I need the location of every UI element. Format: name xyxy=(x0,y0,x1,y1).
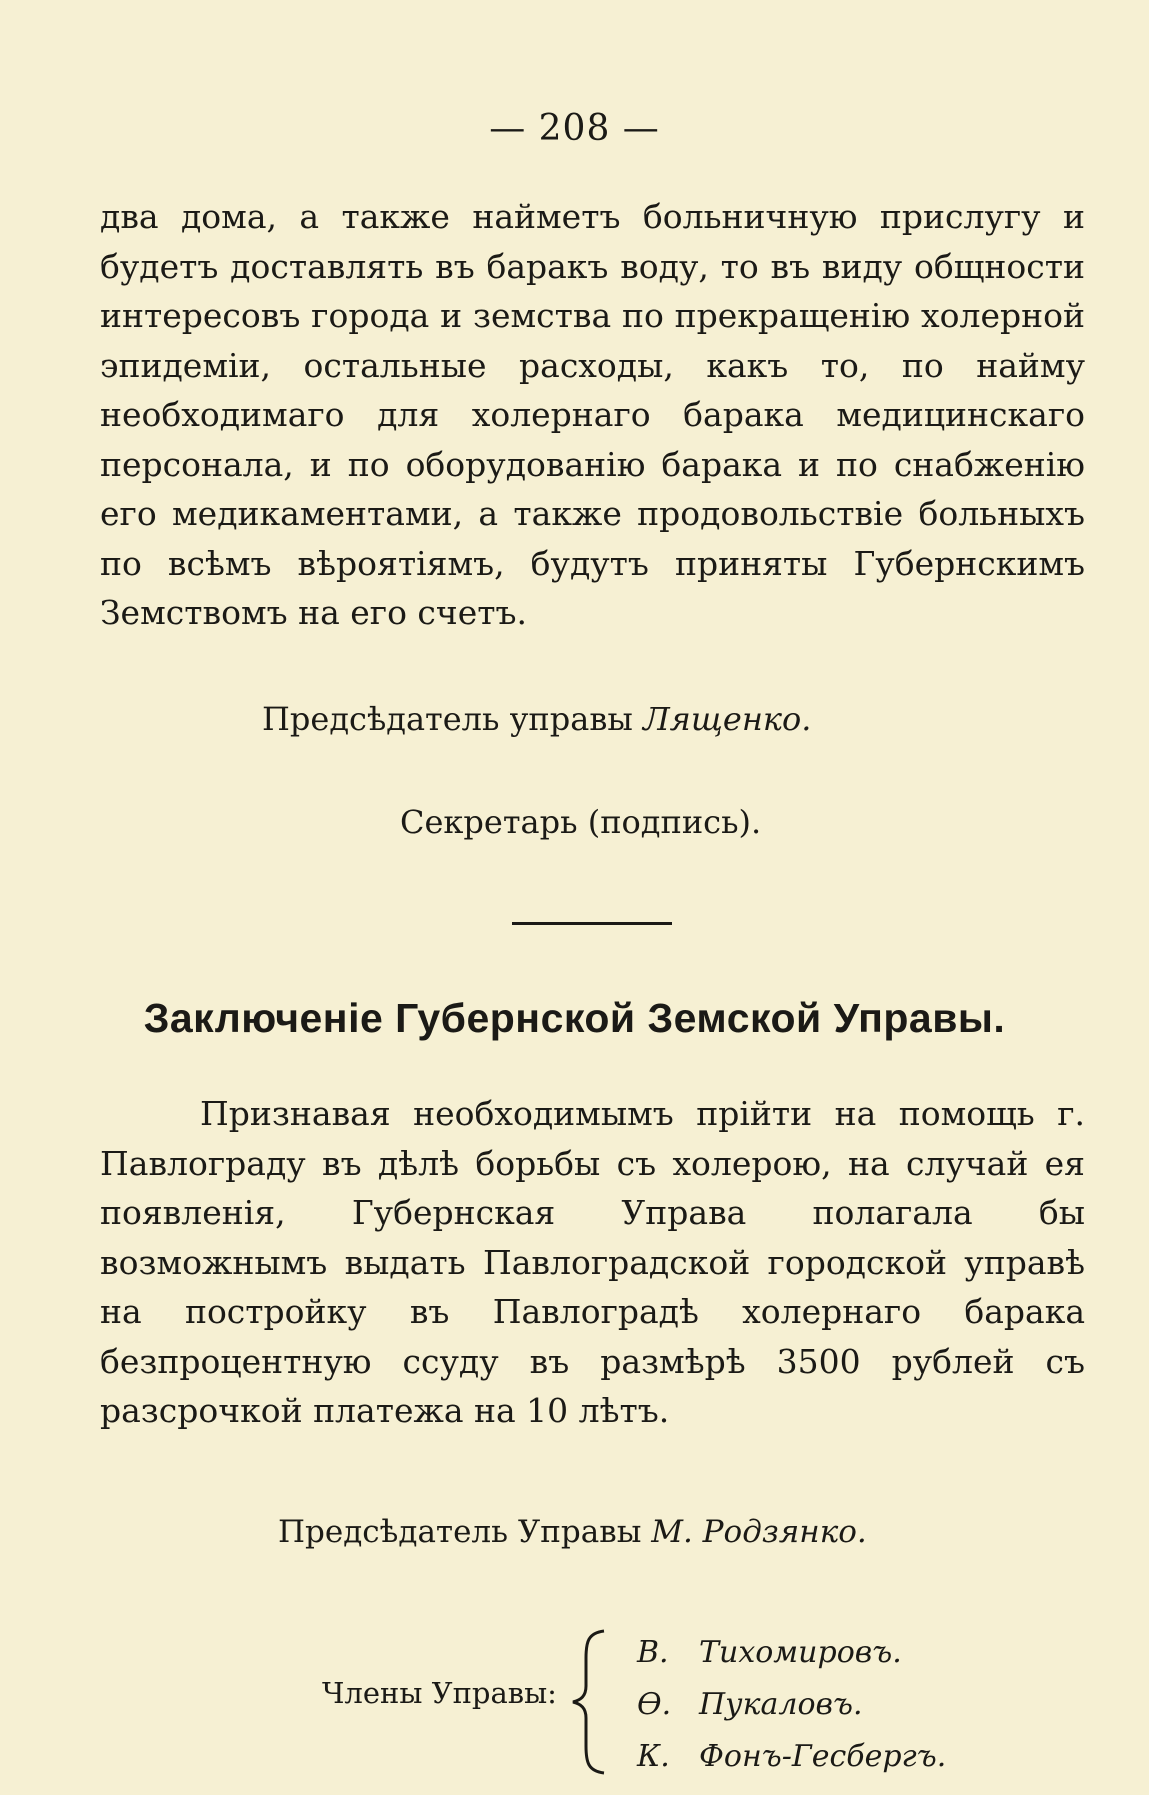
member-surname: Пукаловъ. xyxy=(699,1687,863,1722)
member-initial: Ѳ. xyxy=(637,1687,672,1722)
member-initial: К. xyxy=(637,1739,670,1774)
section-heading: Заключеніе Губернской Земской Управы. xyxy=(143,995,1006,1041)
member-entry xyxy=(637,1627,946,1679)
members-list xyxy=(637,1627,946,1783)
chairman-signature-line xyxy=(262,700,811,738)
chairman-name: Лященко. xyxy=(642,700,812,738)
member-entry xyxy=(637,1679,946,1731)
section-divider xyxy=(512,922,672,925)
board-chairman-title: Предсѣдатель Управы xyxy=(278,1514,642,1550)
secretary-signature-line: Секретарь (подпись). xyxy=(400,803,762,841)
member-surname: Фонъ-Гесбергъ. xyxy=(699,1739,947,1774)
member-initial: В. xyxy=(637,1635,669,1670)
board-chairman-signature-line xyxy=(278,1514,867,1550)
conclusion-paragraph: Признавая необходимымъ прійти на помощь г. Павлограду въ дѣлѣ борьбы съ холерою, на случай ея появленія, Губернская Управа полагала бы возможнымъ выдать Павлоградской городской управѣ на постройку въ Павлоградѣ холернаго барака безпроцентную ссуду въ размѣрѣ 3500 рублей съ разсрочкой платежа на 10 лѣтъ. xyxy=(100,1094,1085,1430)
chairman-title: Предсѣдатель управы xyxy=(262,700,633,738)
curly-brace-icon xyxy=(568,1628,610,1776)
member-surname: Тихомировъ. xyxy=(699,1635,902,1670)
board-chairman-name: М. Родзянко. xyxy=(651,1514,867,1550)
member-entry xyxy=(637,1731,946,1783)
page-number: — 208 — xyxy=(489,108,660,149)
paragraph-continuation: два дома, а также найметъ больничную прислугу и будетъ доставлять въ баракъ воду, то въ виду общности интересовъ города и земства по прекращенію холерной эпидеміи, остальные расходы, какъ то, по найму необходимаго для холернаго барака медицинскаго персонала, и по оборудованію барака и по снабженію его медикаментами, а также продовольствіе больныхъ по всѣмъ вѣроятіямъ, будутъ приняты Губернскимъ Земствомъ на его счетъ. xyxy=(100,197,1085,632)
members-label: Члены Управы: xyxy=(322,1676,557,1710)
